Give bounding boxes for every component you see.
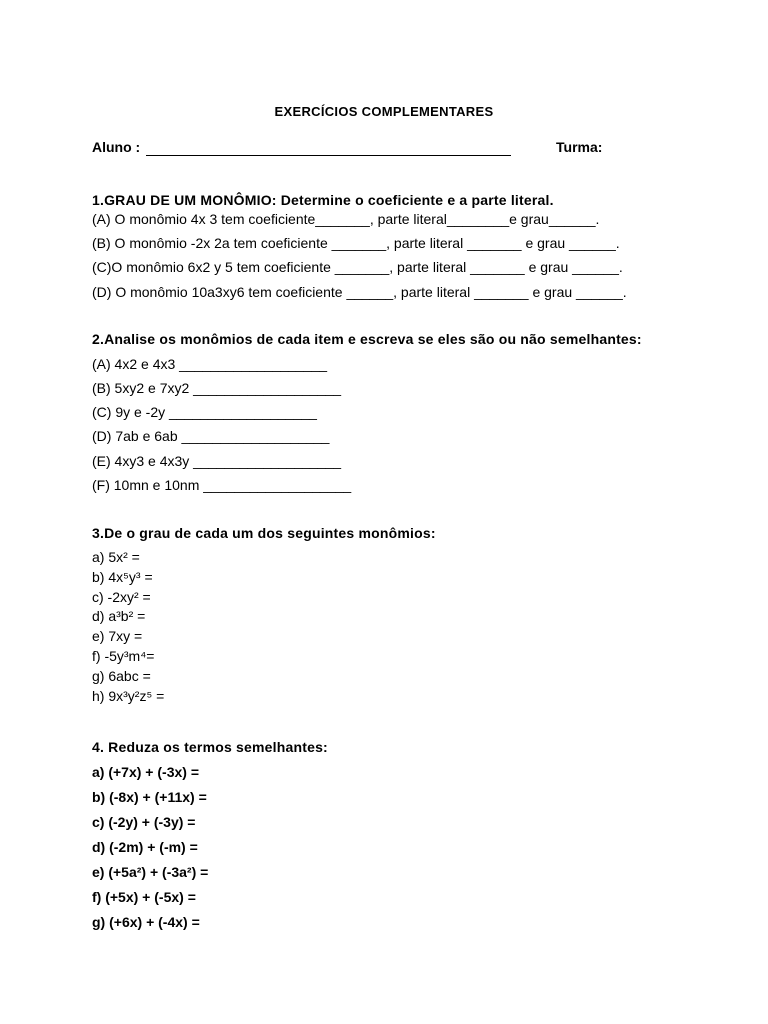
section4-item: a) (+7x) + (-3x) = (92, 764, 199, 780)
section2-item: (B) 5xy2 e 7xy2 ___________________ (92, 380, 342, 396)
section4-item: f) (+5x) + (-5x) = (92, 889, 196, 905)
section3-item: d) a³b² = (92, 608, 146, 624)
page-title: EXERCÍCIOS COMPLEMENTARES (274, 104, 494, 119)
section3-item: f) -5y³m⁴= (92, 648, 155, 664)
aluno-name-line (146, 155, 511, 156)
section1-item: (B) O monômio -2x 2a tem coeficiente _______, parte literal _______ e grau ______. (92, 235, 620, 251)
section2-item: (C) 9y e -2y ___________________ (92, 404, 317, 420)
turma-label: Turma: (556, 139, 603, 155)
section2-item: (F) 10mn e 10nm ___________________ (92, 477, 352, 493)
section3-heading: 3.De o grau de cada um dos seguintes monômios: (92, 525, 436, 541)
section2-item: (A) 4x2 e 4x3 ___________________ (92, 356, 328, 372)
section4-item: b) (-8x) + (+11x) = (92, 789, 207, 805)
section1-item: (A) O monômio 4x 3 tem coeficiente_______, parte literal________e grau______. (92, 211, 600, 227)
section1-item: (C)O monômio 6x2 y 5 tem coeficiente _______, parte literal _______ e grau ______. (92, 259, 623, 275)
section4-item: d) (-2m) + (-m) = (92, 839, 198, 855)
section4-heading: 4. Reduza os termos semelhantes: (92, 739, 328, 755)
section2-item: (E) 4xy3 e 4x3y ___________________ (92, 453, 342, 469)
section1-heading: 1.GRAU DE UM MONÔMIO: Determine o coeficiente e a parte literal. (92, 192, 554, 208)
section3-item: c) -2xy² = (92, 589, 151, 605)
section1-item: (D) O monômio 10a3xy6 tem coeficiente ______, parte literal _______ e grau ______. (92, 284, 627, 300)
section3-item: b) 4x⁵y³ = (92, 569, 153, 585)
section4-item: g) (+6x) + (-4x) = (92, 914, 200, 930)
section3-item: g) 6abc = (92, 668, 151, 684)
section3-item: e) 7xy = (92, 628, 143, 644)
section2-item: (D) 7ab e 6ab ___________________ (92, 428, 330, 444)
section3-item: h) 9x³y²z⁵ = (92, 688, 165, 704)
section4-item: c) (-2y) + (-3y) = (92, 814, 196, 830)
section3-item: a) 5x² = (92, 549, 140, 565)
aluno-label: Aluno : (92, 139, 141, 155)
section2-heading: 2.Analise os monômios de cada item e escreva se eles são ou não semelhantes: (92, 331, 642, 347)
section4-item: e) (+5a²) + (-3a²) = (92, 864, 209, 880)
